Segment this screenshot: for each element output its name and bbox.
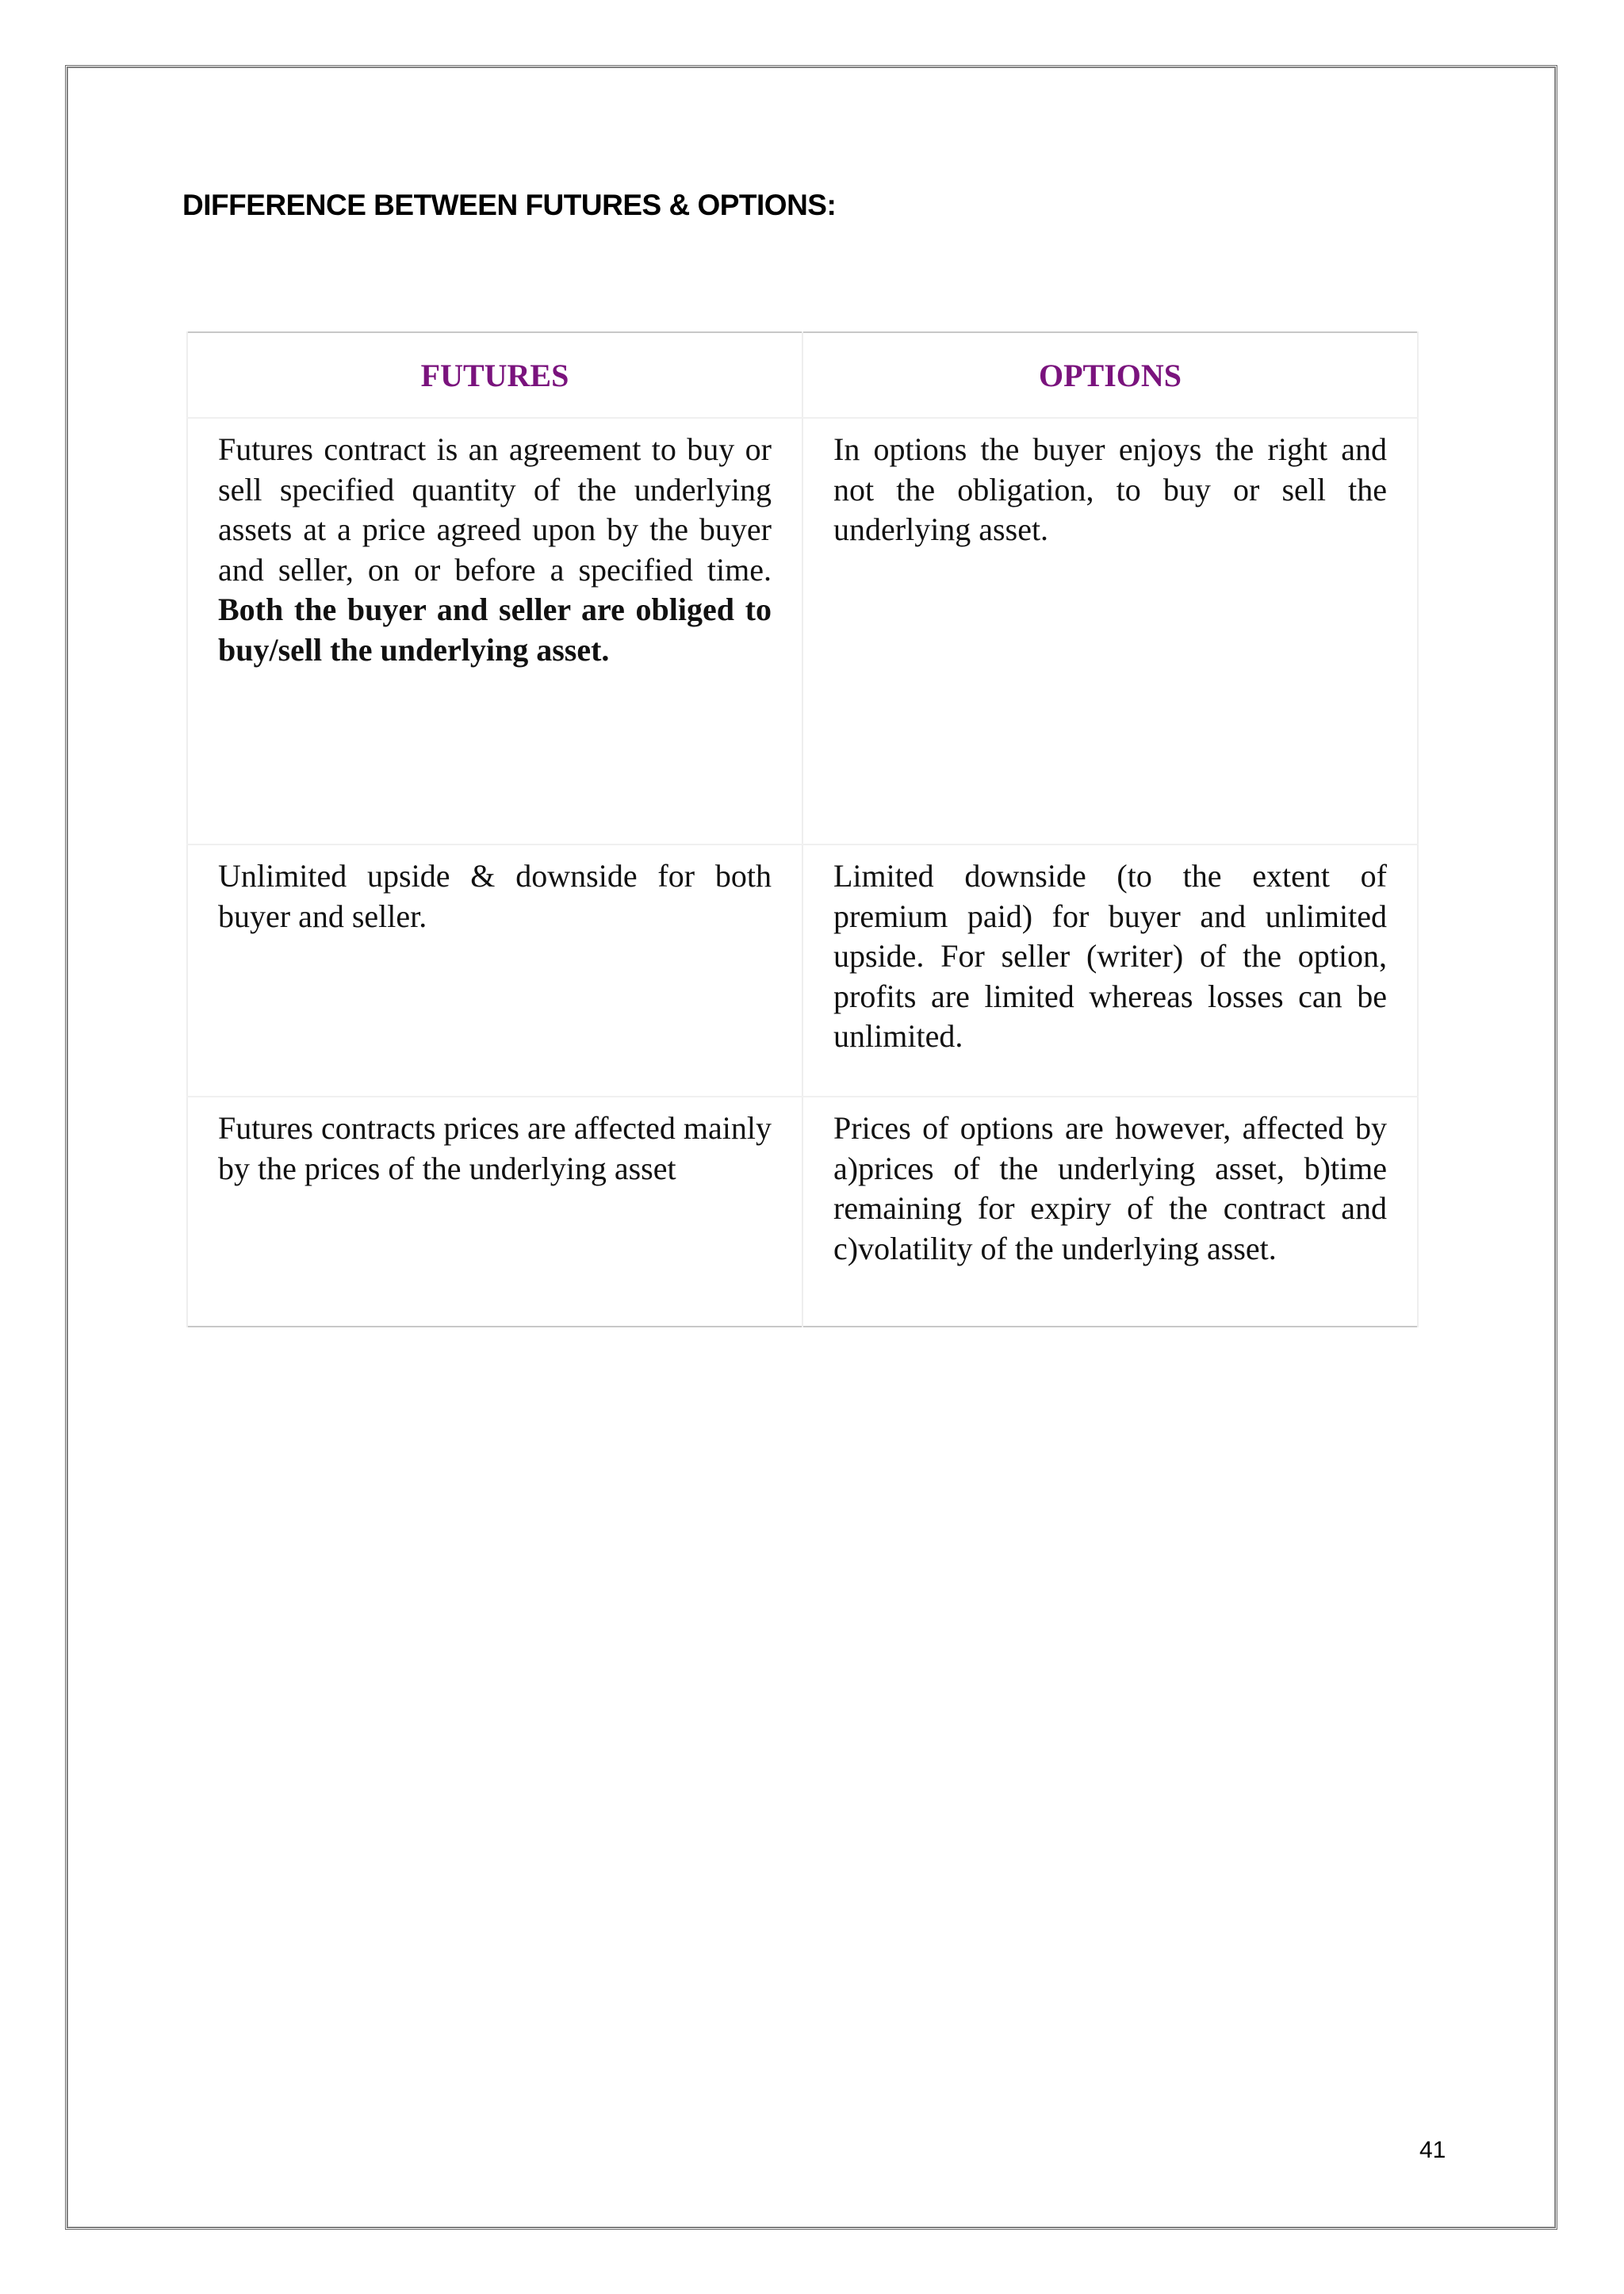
options-cell: Limited downside (to the extent of premium paid) for buyer and unlimited upside. For seller (writer) of the option, profits are limited whereas losses can be unlimited. bbox=[802, 844, 1418, 1097]
table-header-row bbox=[187, 332, 1418, 418]
futures-cell: Unlimited upside & downside for both buyer and seller. bbox=[187, 844, 802, 1097]
comparison-table bbox=[186, 331, 1419, 1327]
header-options: OPTIONS bbox=[802, 332, 1418, 418]
table-row bbox=[187, 844, 1418, 1097]
options-cell: Prices of options are however, affected by a)prices of the underlying asset, b)time remaining for expiry of the contract and c)volatility of the underlying asset. bbox=[802, 1097, 1418, 1327]
table-row bbox=[187, 1097, 1418, 1327]
page-number: 41 bbox=[1419, 2137, 1446, 2163]
options-cell: In options the buyer enjoys the right and not the obligation, to buy or sell the underlying asset. bbox=[802, 418, 1418, 844]
page-heading: DIFFERENCE BETWEEN FUTURES & OPTIONS: bbox=[182, 189, 837, 221]
futures-cell bbox=[187, 418, 802, 844]
futures-cell: Futures contracts prices are affected mainly by the prices of the underlying asset bbox=[187, 1097, 802, 1327]
header-futures: FUTURES bbox=[187, 332, 802, 418]
futures-cell-text: Futures contract is an agreement to buy or sell specified quantity of the underlying assets at a price agreed upon by the buyer and seller, on or before a specified time. bbox=[218, 431, 772, 588]
table-row bbox=[187, 418, 1418, 844]
comparison-table-container bbox=[186, 331, 1419, 1327]
futures-cell-bold-text: Both the buyer and seller are obliged to buy/sell the underlying asset. bbox=[218, 592, 772, 668]
